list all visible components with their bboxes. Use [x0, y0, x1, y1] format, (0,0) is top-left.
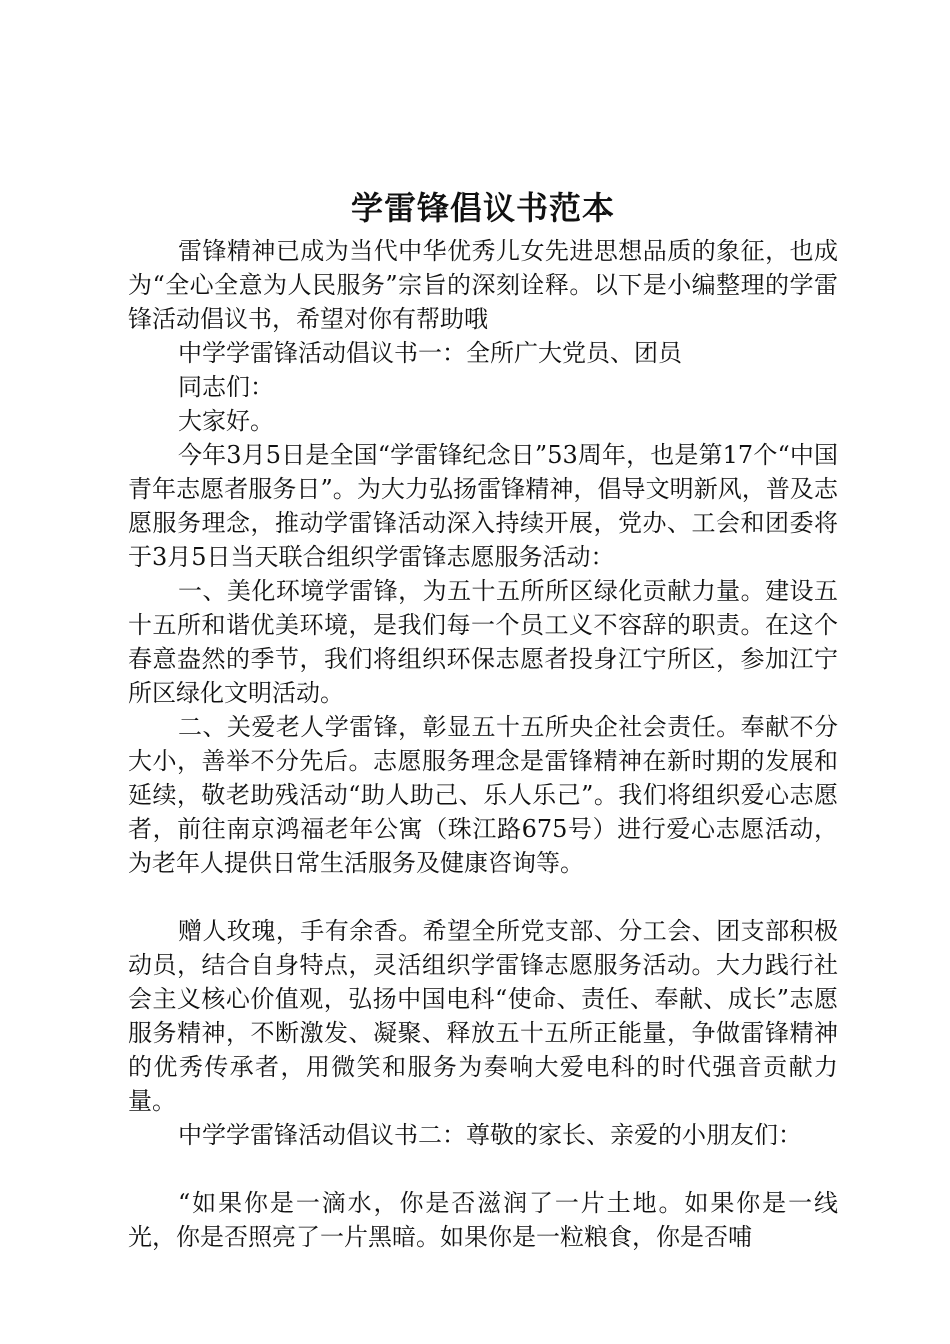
greeting: 大家好。 [178, 407, 274, 435]
body-paragraph-announcement: 今年3月5日是全国“学雷锋纪念日”53周年，也是第17个“中国青年志愿者服务日”。为大力弘扬雷锋精神，倡导文明新风，普及志愿服务理念，推动学雷锋活动深入持续开展，党办、工会和团委将于3月5日当天联合组织学雷锋志愿服务活动： [128, 441, 838, 571]
body-paragraph-item-one: 一、美化环境学雷锋，为五十五所所区绿化贡献力量。建设五十五所和谐优美环境，是我们每一个员工义不容辞的职责。在这个春意盎然的季节，我们将组织环保志愿者投身江宁所区，参加江宁所区绿化文明活动。 [128, 577, 838, 707]
paragraph-spacer [128, 880, 838, 914]
proposal-one-heading: 中学学雷锋活动倡议书一：全所广大党员、团员 [178, 339, 682, 367]
body-paragraph-closing: 赠人玫瑰，手有余香。希望全所党支部、分工会、团支部积极动员，结合自身特点，灵活组织学雷锋志愿服务活动。大力践行社会主义核心价值观，弘扬中国电科“使命、责任、奉献、成长”志愿服务精神，不断激发、凝聚、释放五十五所正能量，争做雷锋精神的优秀传承者，用微笑和服务为奏响大爱电科的时代强音贡献力量。 [128, 917, 838, 1115]
body-paragraph-quote: “如果你是一滴水，你是否滋润了一片土地。如果你是一线光，你是否照亮了一片黑暗。如果你是一粒粮食，你是否哺 [128, 1189, 838, 1251]
intro-paragraph: 雷锋精神已成为当代中华优秀儿女先进思想品质的象征，也成为“全心全意为人民服务”宗旨的深刻诠释。以下是小编整理的学雷锋活动倡议书，希望对你有帮助哦 [128, 237, 838, 333]
proposal-two-heading: 中学学雷锋活动倡议书二：尊敬的家长、亲爱的小朋友们： [178, 1121, 802, 1149]
paragraph-spacer [128, 1152, 838, 1186]
document-title: 学雷锋倡议书范本 [350, 189, 615, 227]
body-paragraph-item-two: 二、关爱老人学雷锋，彰显五十五所央企社会责任。奉献不分大小，善举不分先后。志愿服务理念是雷锋精神在新时期的发展和延续，敬老助残活动“助人助己、乐人乐己”。我们将组织爱心志愿者，前往南京鸿福老年公寓（珠江路675号）进行爱心志愿活动，为老年人提供日常生活服务及健康咨询等。 [128, 713, 838, 877]
document-page [128, 182, 838, 1254]
salutation-comrades: 同志们： [178, 373, 274, 401]
